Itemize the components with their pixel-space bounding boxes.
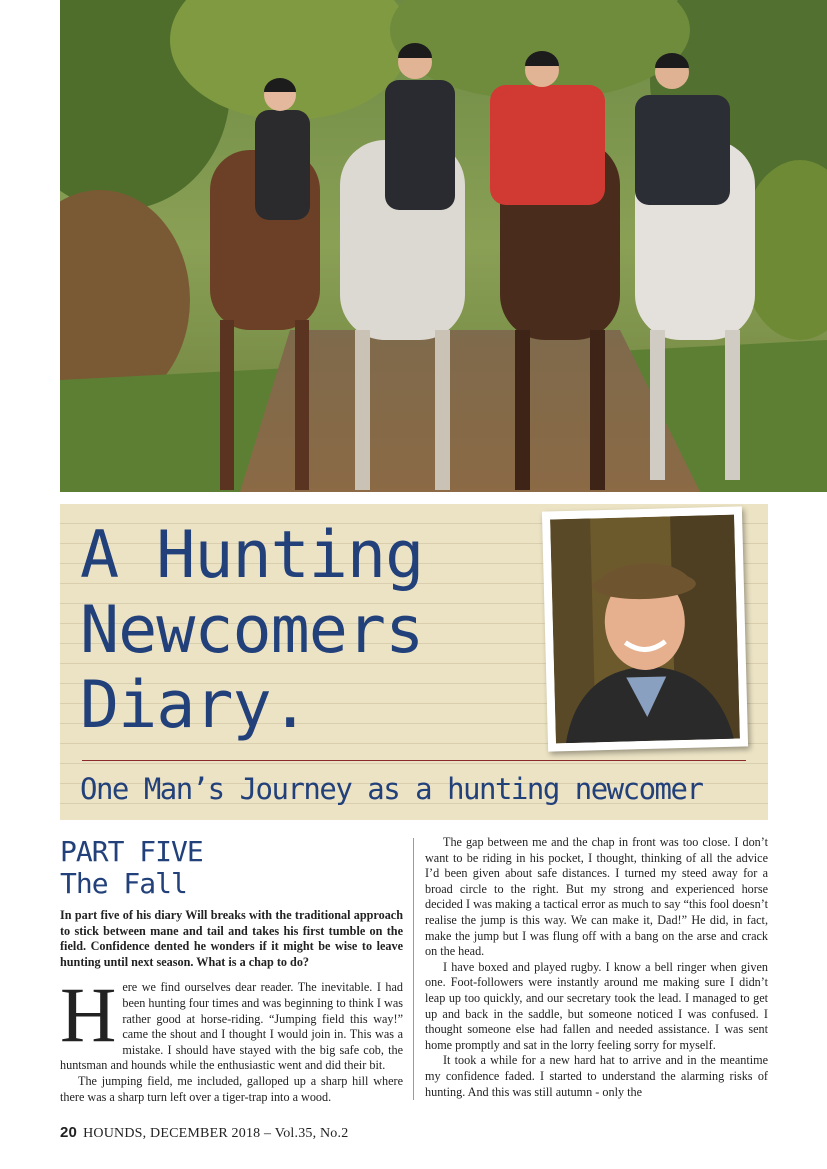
article-column-right bbox=[425, 835, 768, 1100]
page-footer bbox=[60, 1124, 348, 1142]
paragraph-3: The gap between me and the chap in front was too close. I don’t want to be riding in his pocket, I thought, thinking of all the advice I’d been given about safe distances. I turned my steed away for a broad circle to the right. But my strong and experienced horse decided I was making a tactical error as much to say “this fool doesn’t realise the jump is this way. We can make it, Dad!” He did, in fact, make the jump but I was flung off with a bang on the arse and crack on the head. bbox=[425, 835, 768, 959]
column-divider bbox=[413, 838, 414, 1100]
paragraph-1-text: ere we find ourselves dear reader. The inevitable. I had been hunting four times and was beginning to think I was rather good at horse-riding. “Jumping field this way!” came the shout and I thought I would join in. This was a mistake. I should have stayed with the big safe cob, the huntsman and hounds while the enthusiastic went and did their bit. bbox=[60, 980, 403, 1073]
standfirst: In part five of his diary Will breaks with the traditional approach to stick between mane and tail and takes his first tumble on the field. Confidence dented he wonders if it might be wise to leave hunting until next season. What is a chap to do? bbox=[60, 908, 403, 969]
title-divider bbox=[82, 760, 746, 761]
part-subheading: The Fall bbox=[60, 867, 187, 900]
paragraph-2: The jumping field, me included, galloped up a sharp hill where there was a sharp turn left over a tiger-trap into a wood. bbox=[60, 1073, 403, 1104]
author-portrait bbox=[542, 506, 748, 751]
hero-photo bbox=[60, 0, 827, 492]
article-column-left bbox=[60, 835, 403, 1105]
drop-cap: H bbox=[60, 971, 117, 1059]
paragraph-4: I have boxed and played rugby. I know a bell ringer when given one. Foot-followers were instantly around me making sure I didn’t leap up too quickly, and our secretary took the lead. I managed to get up and back in the saddle, but someone noticed I was confused. I thought someone else had fallen and needed assistance. I was sent home promptly and sat in the lorry feeling sorry for myself. bbox=[425, 959, 768, 1052]
paragraph-1 bbox=[60, 971, 403, 1074]
article-subtitle: One Man’s Journey as a hunting newcomer bbox=[80, 772, 703, 806]
page-number: 20 bbox=[60, 1124, 78, 1141]
article-title: A Hunting Newcomers Diary. bbox=[80, 518, 424, 743]
issue-info: HOUNDS, DECEMBER 2018 – Vol.35, No.2 bbox=[83, 1126, 349, 1141]
part-heading: PART FIVE bbox=[60, 835, 203, 868]
portrait-photo-icon bbox=[550, 515, 740, 744]
hero-photo-icon bbox=[60, 0, 827, 492]
paragraph-5: It took a while for a new hard hat to arrive and in the meantime my confidence faded. I started to understand the alarming risks of hunting. And this was still autumn - only the bbox=[425, 1053, 768, 1099]
